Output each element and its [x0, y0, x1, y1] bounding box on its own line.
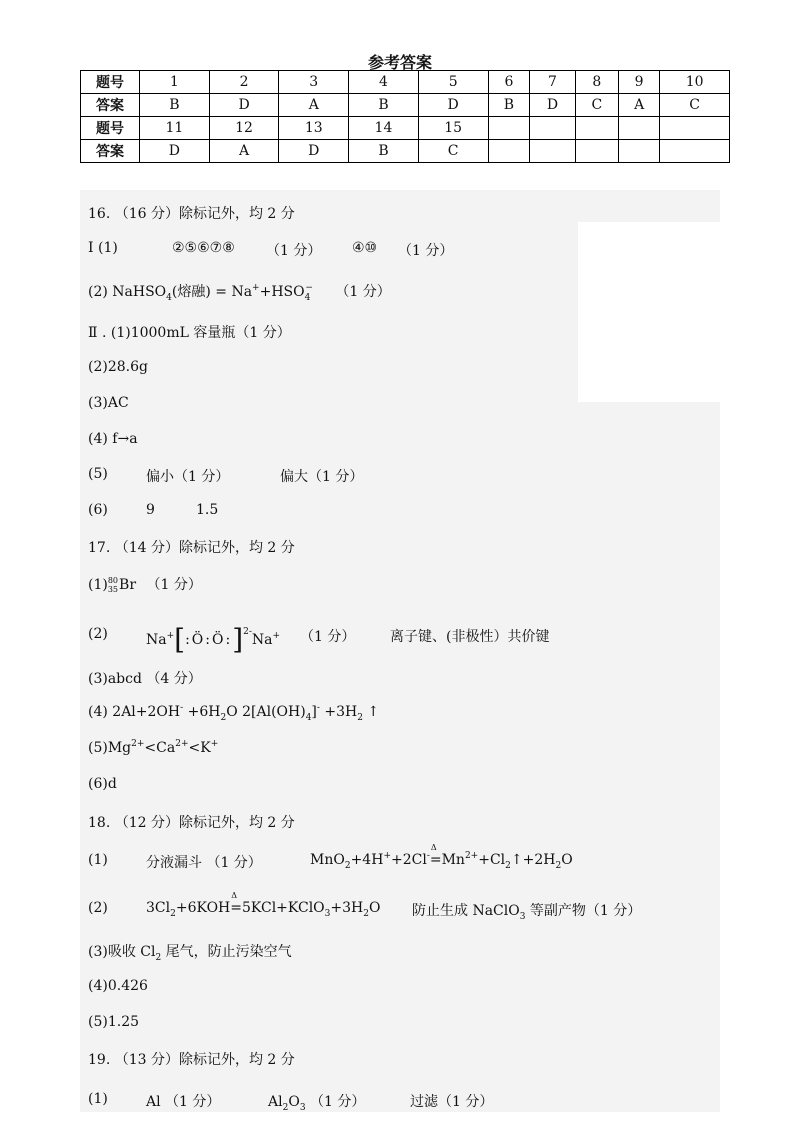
q16-part1-1: Ⅰ (1) ②⑤⑥⑦⑧ （1 分） ④⑩ （1 分） — [88, 240, 454, 259]
table-cell: B — [349, 94, 419, 117]
q16-part2-5: (5) 偏小（1 分） 偏大（1 分） — [88, 466, 364, 485]
answer-table — [80, 70, 730, 163]
table-cell: 4 — [349, 71, 419, 94]
equation-mno2: MnO$_2$+4H++2Cl- Δ $=Mn^{2+}+Cl_2↑+2H_2O$ — [310, 843, 573, 871]
table-cell: D — [530, 94, 575, 117]
table-cell — [660, 117, 730, 140]
q16-part2-3: (3)AC — [88, 395, 129, 411]
table-cell: 8 — [575, 71, 618, 94]
equation-cl2-koh: $3Cl_2+6KOH$ Δ $=5KCl+KClO_3+3H_2O$ — [146, 891, 381, 919]
q18-heading: 18. （12 分）除标记外，均 2 分 — [88, 815, 295, 831]
table-cell: B — [140, 94, 210, 117]
table-cell: 3 — [279, 71, 349, 94]
table-cell: 1 — [140, 71, 210, 94]
table-cell — [575, 117, 618, 140]
table-row — [81, 71, 730, 94]
table-cell: 10 — [660, 71, 730, 94]
q19-part1: (1) Al （1 分） $Al_2O_3$ （1 分） 过滤（1 分） — [88, 1091, 494, 1113]
q19-heading: 19. （13 分）除标记外，均 2 分 — [88, 1052, 295, 1068]
table-cell: 6 — [488, 71, 530, 94]
q18-part3: (3)吸收 $Cl_2$ 尾气，防止污染空气 — [88, 944, 292, 963]
table-cell: 11 — [140, 117, 210, 140]
q17-part2: (2) Na+[:Ö:Ö:]$^{2-}$Na+ （1 分） 离子键、(非极性）共价键 — [88, 623, 550, 656]
q16-part2-6: (6) 9 1.5 — [88, 502, 219, 518]
q18-part2: (2) $3Cl_2+6KOH$ Δ $=5KCl+KClO_3+3H_2O$ 防止生成 NaClO$_3$ 等副产物（1 分） — [88, 891, 642, 922]
table-cell: B — [349, 140, 419, 163]
table-cell: B — [488, 94, 530, 117]
q17-heading: 17. （14 分）除标记外，均 2 分 — [88, 540, 295, 556]
q16-part2-4: (4) f→a — [88, 431, 138, 447]
q17-part3: (3)abcd （4 分） — [88, 671, 202, 687]
table-cell: D — [209, 94, 279, 117]
table-cell: 13 — [279, 117, 349, 140]
q17-part5: $(5)Mg^{2+}<Ca^{2+}<K^+$ — [88, 739, 219, 756]
table-cell — [660, 140, 730, 163]
q16-part1-2: (2) NaHSO$_4$(熔融) = $Na^++HSO_4^-$ （1 分） — [88, 283, 391, 303]
table-cell — [530, 140, 575, 163]
table-cell: A — [279, 94, 349, 117]
table-cell: D — [418, 94, 488, 117]
table-row — [81, 94, 730, 117]
q17-part6: (6)d — [88, 776, 117, 792]
table-row-header: 答案 — [81, 94, 140, 117]
table-cell: 9 — [619, 71, 660, 94]
table-cell — [530, 117, 575, 140]
table-cell: D — [279, 140, 349, 163]
table-cell: C — [660, 94, 730, 117]
table-cell: 15 — [418, 117, 488, 140]
table-row-header: 题号 — [81, 71, 140, 94]
q18-part5: (5)1.25 — [88, 1014, 140, 1030]
q16-heading: 16. （16 分）除标记外，均 2 分 — [88, 206, 295, 222]
table-cell — [488, 117, 530, 140]
table-cell: C — [418, 140, 488, 163]
table-cell: A — [619, 94, 660, 117]
table-cell — [575, 140, 618, 163]
table-cell — [619, 140, 660, 163]
table-cell: 2 — [209, 71, 279, 94]
table-cell: D — [140, 140, 210, 163]
table-cell: 7 — [530, 71, 575, 94]
q18-part1: (1) 分液漏斗 （1 分） MnO$_2$+4H++2Cl- Δ $=Mn^{2+}+Cl_2↑+2H_2O$ — [88, 843, 573, 871]
table-row — [81, 140, 730, 163]
table-cell: 12 — [209, 117, 279, 140]
table-row — [81, 117, 730, 140]
table-cell: A — [209, 140, 279, 163]
table-cell: C — [575, 94, 618, 117]
table-row-header: 答案 — [81, 140, 140, 163]
table-cell: 5 — [418, 71, 488, 94]
table-cell: 14 — [349, 117, 419, 140]
electron-formula: Na+[:Ö:Ö:]$^{2-}$Na+ — [146, 623, 281, 656]
q16-part2-1: Ⅱ . (1)1000mL 容量瓶（1 分） — [88, 325, 291, 341]
table-cell — [619, 117, 660, 140]
table-row-header: 题号 — [81, 117, 140, 140]
table-cell — [488, 140, 530, 163]
q17-part4: (4) $2Al+2OH^- +6H_2O$ $2[Al(OH)_4]^- +3H_2$ ↑ — [88, 703, 380, 723]
q18-part4: (4)0.426 — [88, 978, 148, 994]
page-title: 参考答案 — [367, 53, 432, 72]
q17-part1: (1)80 35Br （1 分） — [88, 576, 202, 594]
q16-part2-2: (2)28.6g — [88, 359, 148, 375]
